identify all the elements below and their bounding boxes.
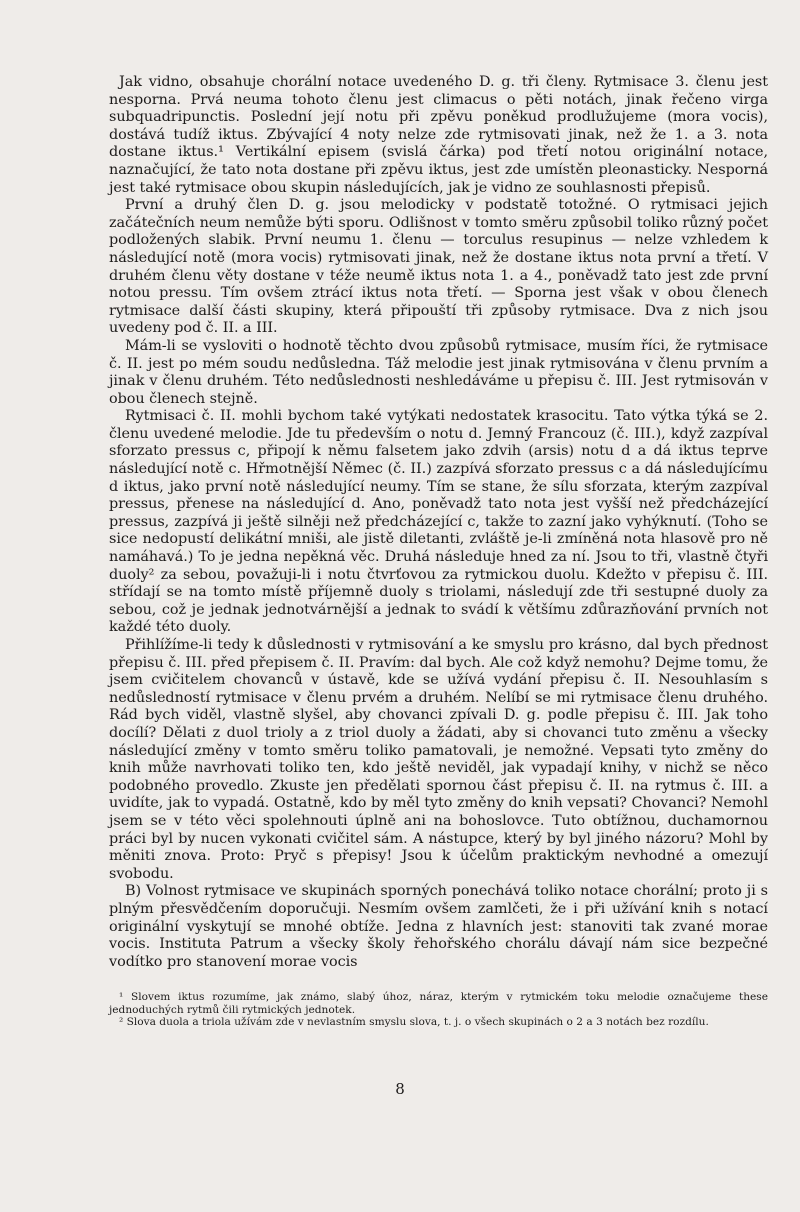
paragraph: První a druhý člen D. g. jsou melodicky v podstatě totožné. O rytmisaci jejich začátečních neum nemůže býti sporu. Odlišnost v tomto směru způsobil toliko různý počet podložených slabik. První neumu 1. členu — torculus resupinus — nelze vzhledem k následující notě (mora vocis) rytmisovati jinak, než že dostane iktus nota první a třetí. V druhém členu věty dostane v téže neumě iktus nota 1. a 4., poněvadž tato jest zde první notou pressu. Tím ovšem ztrácí iktus nota třetí. — Sporna jest však v obou členech rytmisace další části skupiny, která připouští tři způsoby rytmisace. Dva z nich jsou uvedeny pod č. II. a III. bbox=[109, 197, 768, 337]
paragraph: Rytmisaci č. II. mohli bychom také vytýkati nedostatek krasocitu. Tato výtka týká se 2. členu uvedené melodie. Jde tu především o notu d. Jemný Francouz (č. III.), když zazpíval sforzato pressus c, připojí k němu falsetem jako zdvih (arsis) notu d a dá iktus teprve následující notě c. Hřmotnější Němec (č. II.) zazpívá sforzato pressus c a dá následujícímu d iktus, jako první notě následující neumy. Tím se stane, že sílu sforzata, kterým zazpíval pressus, přenese na následující d. Ano, poněvadž tato nota jest vyšší než předcházející pressus, zazpívá ji ještě silněji než předcházející c, takže to zazní jako vyhýknutí. (Toho se sice nedopustí delikátní mniši, ale jistě diletanti, zvláště je-li zmíněná nota hlasově pro ně namáhavá.) To je jedna nepěkná věc. Druhá následuje hned za ní. Jsou to tři, vlastně čtyři duoly² za sebou, považuji-li i notu čtvrťovou za rytmickou duolu. Kdežto v přepisu č. III. střídají se na tomto místě příjemně duoly s triolami, následují zde tři sestupné duoly za sebou, což je jednak jednotvárnější a jednak to svádí k většímu zdůrazňování prvních not každé této duoly. bbox=[109, 408, 768, 636]
paragraph: B) Volnost rytmisace ve skupinách sporných ponechává toliko notace chorální; proto ji s plným přesvědčením doporučuji. Nesmím ovšem zamlčeti, že i při užívání knih s notací originální vyskytují se mnohé obtíže. Jedna z hlavních jest: stanoviti tak zvané morae vocis. Instituta Patrum a všecky školy řehořského chorálu dávají nám sice bezpečné vodítko pro stanovení morae vocis bbox=[109, 883, 768, 970]
paragraph: Mám-li se vysloviti o hodnotě těchto dvou způsobů rytmisace, musím říci, že rytmisace č. II. jest po mém soudu nedůsledna. Táž melodie jest jinak rytmisována v členu prvním a jinak v členu druhém. Této nedůslednosti neshledáváme u přepisu č. III. Jest rytmisován v obou členech stejně. bbox=[109, 337, 768, 407]
footnote: ² Slova duola a triola užívám zde v nevlastním smyslu slova, t. j. o všech skupinách o 2 a 3 notách bez rozdílu. bbox=[119, 1016, 709, 1029]
page-number: 8 bbox=[395, 1080, 405, 1098]
footnotes bbox=[109, 991, 768, 1028]
paragraph: Jak vidno, obsahuje chorální notace uvedeného D. g. tři členy. Rytmisace 3. členu jest nesporna. Prvá neuma tohoto členu jest climacus o pěti notách, jinak řečeno virga subquadripunctis. Poslední její notu při zpěvu poněkud prodlužujeme (mora vocis), dostává tudíž iktus. Zbývající 4 noty nelze zde rytmisovati jinak, než že 1. a 3. nota dostane iktus.¹ Vertikální episem (svislá čárka) pod třetí notou originální notace, naznačující, že tato nota dostane při zpěvu iktus, jest zde umístěn pleonasticky. Nesporná jest také rytmisace obou skupin následujících, jak je vidno ze souhlasnosti přepisů. bbox=[109, 74, 768, 196]
footnote: ¹ Slovem iktus rozumíme, jak známo, slabý úhoz, náraz, kterým v rytmickém toku melodie označujeme these jednoduchých rytmů čili rytmických jednotek. bbox=[109, 991, 768, 1016]
body-text bbox=[109, 74, 768, 971]
paragraph: Přihlížíme-li tedy k důslednosti v rytmisování a ke smyslu pro krásno, dal bych přednost přepisu č. III. před přepisem č. II. Pravím: dal bych. Ale což když nemohu? Dejme tomu, že jsem cvičitelem chovanců v ústavě, kde se užívá vydání přepisu č. II. Nesouhlasím s nedůsledností rytmisace v členu prvém a druhém. Nelíbí se mi rytmisace členu druhého. Rád bych viděl, vlastně slyšel, aby chovanci zpívali D. g. podle přepisu č. III. Jak toho docílí? Dělati z duol trioly a z triol duoly a žádati, aby si chovanci tuto změnu a všecky následující změny v tomto směru toliko pamatovali, je nemožné. Vepsati tyto změny do knih může navrhovati toliko ten, kdo ještě neviděl, jak vypadají knihy, v nichž se něco podobného provedlo. Zkuste jen předělati spornou část přepisu č. II. na rytmus č. III. a uvidíte, jak to vypadá. Ostatně, kdo by měl tyto změny do knih vepsati? Chovanci? Nemohl jsem se v této věci spolehnouti úplně ani na bohoslovce. Tuto obtížnou, duchamornou práci byl by nucen vykonati cvičitel sám. A nástupce, který by byl jiného názoru? Mohl by měniti znova. Proto: Pryč s přepisy! Jsou k účelům praktickým nevhodné a omezují svobodu. bbox=[109, 637, 768, 882]
